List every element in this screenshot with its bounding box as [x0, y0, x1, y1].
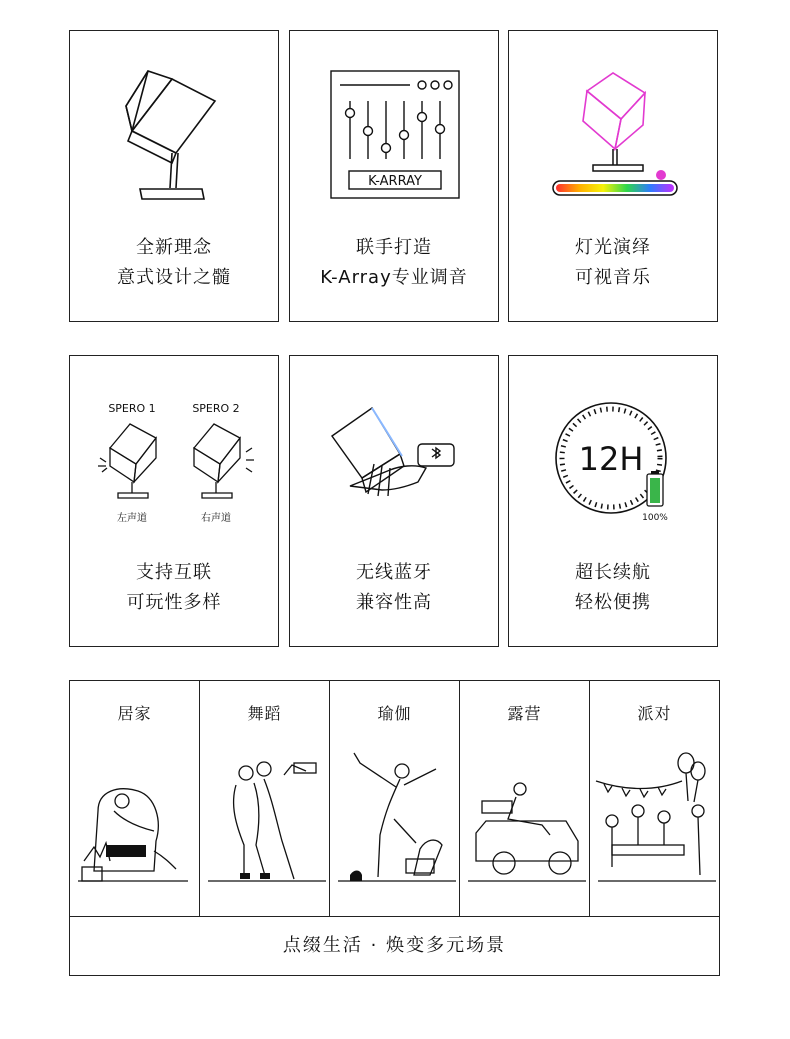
equalizer-icon	[290, 31, 500, 231]
party-scene-icon	[590, 741, 720, 911]
feature-card-bluetooth	[289, 355, 499, 647]
feature-subtitle: 兼容性高	[356, 592, 432, 613]
feature-card-lighting	[508, 30, 718, 322]
scene-label: 舞蹈	[247, 704, 282, 723]
feature-card-battery	[508, 355, 718, 647]
clock-battery-icon	[509, 356, 719, 556]
stereo-pair-icon	[70, 356, 280, 556]
hours-label: 12H	[578, 440, 644, 478]
feature-subtitle: 可视音乐	[575, 267, 651, 288]
scene-label: 露营	[507, 704, 542, 723]
scene-label: 居家	[117, 704, 152, 723]
scene-party	[590, 681, 720, 916]
yoga-scene-icon	[330, 741, 460, 911]
k-array-logo: K-ARRAY	[368, 174, 422, 189]
feature-title: 全新理念	[136, 237, 212, 258]
feature-card-pairing	[69, 355, 279, 647]
rgb-light-cube-icon	[509, 31, 719, 231]
feature-title: 灯光演绎	[575, 237, 651, 258]
scene-yoga	[330, 681, 460, 916]
feature-subtitle: 可玩性多样	[126, 592, 222, 613]
scene-label: 派对	[637, 704, 672, 723]
scene-camping	[460, 681, 590, 916]
footer-slogan: 点缀生活 · 焕变多元场景	[70, 916, 719, 976]
spero-1-label: SPERO 1	[108, 402, 156, 415]
left-channel-label: 左声道	[117, 513, 147, 524]
cube-speaker-icon	[70, 31, 280, 231]
bluetooth-speaker-icon	[290, 356, 500, 556]
feature-card-design	[69, 30, 279, 322]
feature-title: 支持互联	[136, 562, 212, 583]
feature-title: 联手打造	[356, 237, 432, 258]
right-channel-label: 右声道	[201, 513, 231, 524]
home-scene-icon	[70, 741, 200, 911]
camping-scene-icon	[460, 741, 590, 911]
scene-label: 瑜伽	[377, 704, 412, 723]
feature-subtitle: K-Array专业调音	[320, 267, 468, 288]
feature-subtitle: 意式设计之髓	[117, 267, 231, 288]
feature-title: 超长续航	[575, 562, 651, 583]
dance-scene-icon	[200, 741, 330, 911]
battery-percent: 100%	[642, 513, 668, 523]
usage-scenes	[69, 680, 720, 976]
scene-dance	[200, 681, 330, 916]
feature-title: 无线蓝牙	[356, 562, 432, 583]
feature-card-tuning	[289, 30, 499, 322]
scene-home	[70, 681, 200, 916]
feature-subtitle: 轻松便携	[575, 592, 651, 613]
spero-2-label: SPERO 2	[192, 402, 240, 415]
